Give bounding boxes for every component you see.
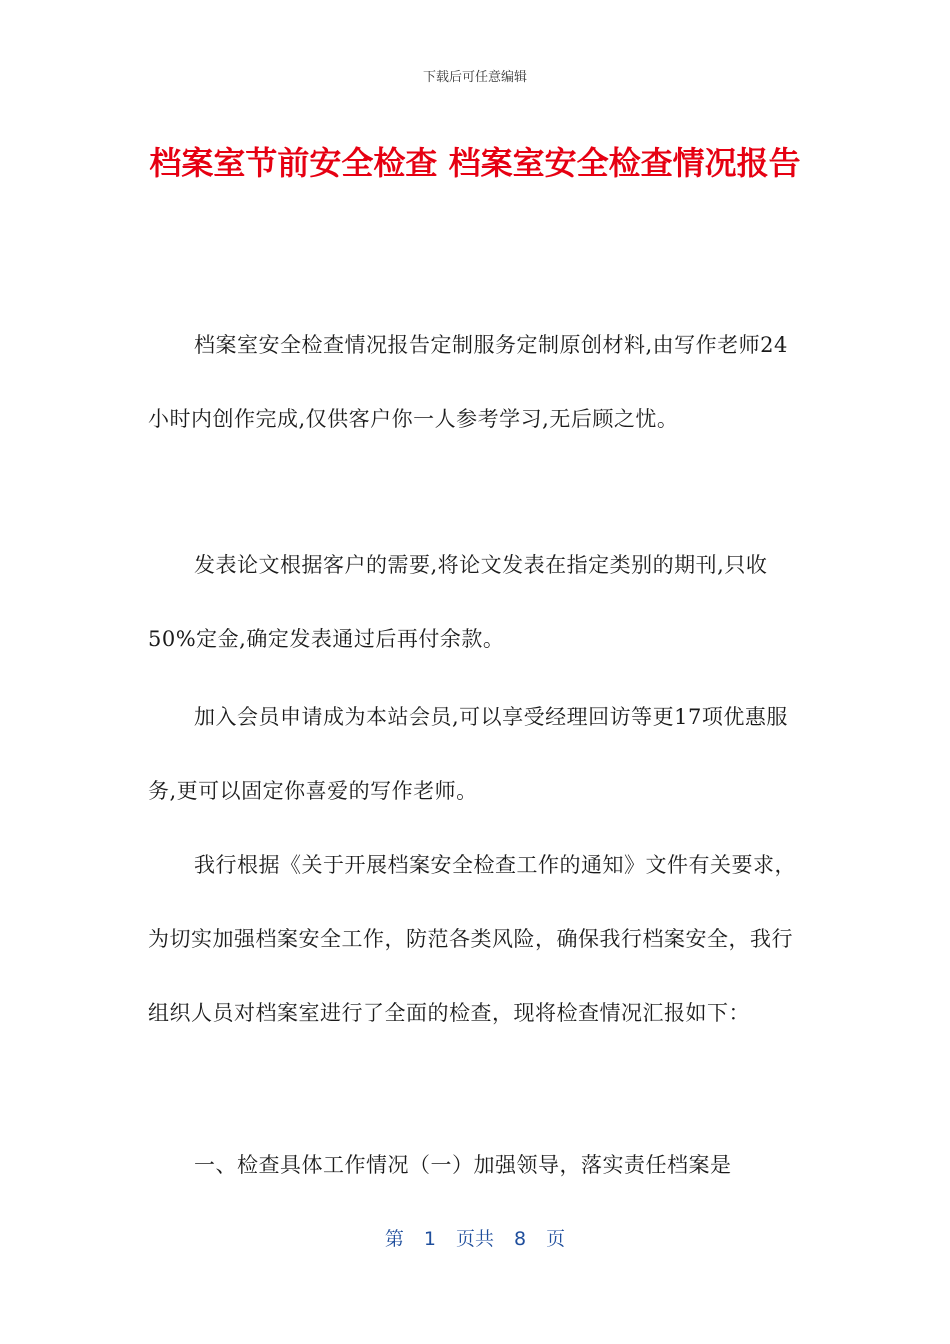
paragraph-section-one: 一、检查具体工作情况（一）加强领导，落实责任档案是 — [194, 1153, 732, 1177]
paragraph-service-intro: 档案室安全检查情况报告定制服务定制原创材料,由写作老师24小时内创作完成,仅供客户你一人参考学习,无后顾之忧。 — [148, 333, 788, 431]
paragraph-membership: 加入会员申请成为本站会员,可以享受经理回访等更17项优惠服务,更可以固定你喜爱的写作老师。 — [148, 705, 788, 803]
page-number-footer — [0, 1224, 950, 1251]
document-title: 档案室节前安全检查 档案室安全检查情况报告 — [149, 144, 801, 182]
header-note: 下载后可任意编辑 — [422, 70, 527, 85]
page-number-label: 第 1 页共 8 页 — [384, 1228, 566, 1250]
paragraph-publish-paper: 发表论文根据客户的需要,将论文发表在指定类别的期刊,只收50%定金,确定发表通过后再付余款。 — [148, 553, 768, 651]
paragraph-report-intro: 我行根据《关于开展档案安全检查工作的通知》文件有关要求，为切实加强档案安全工作，防范各类风险，确保我行档案安全，我行组织人员对档案室进行了全面的检查，现将检查情况汇报如下： — [148, 853, 796, 1025]
